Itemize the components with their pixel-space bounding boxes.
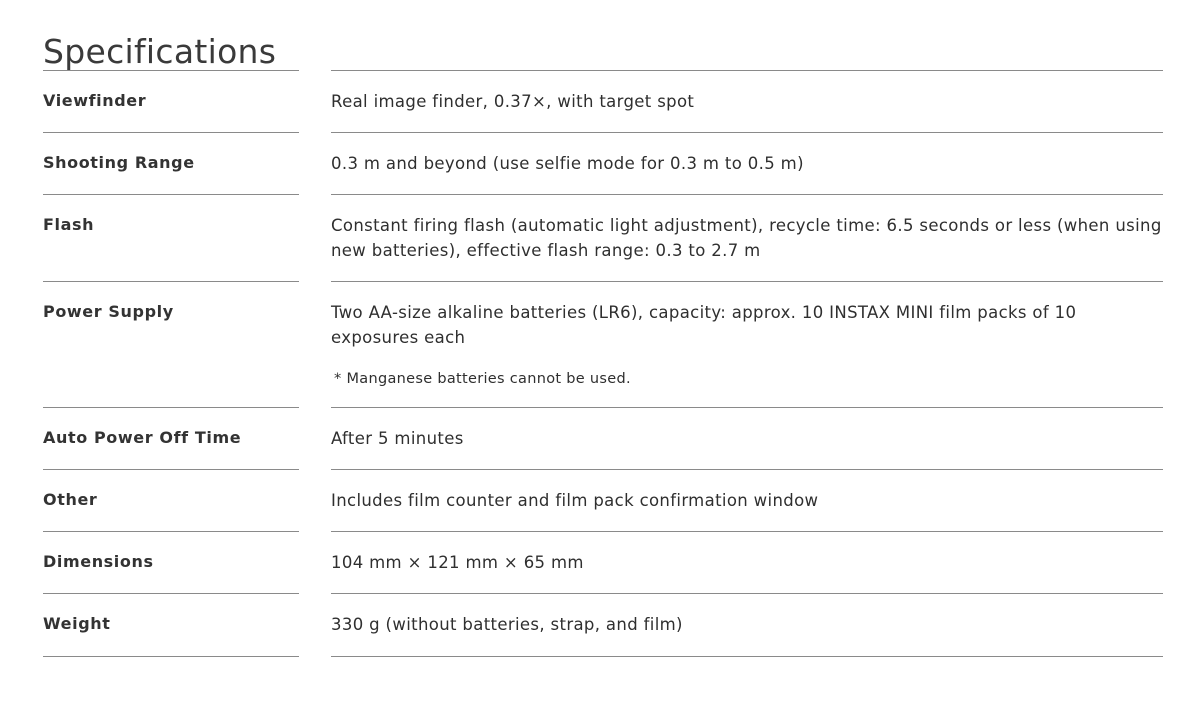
spec-value xyxy=(331,70,1163,132)
spec-row-viewfinder xyxy=(43,70,1163,132)
spec-value xyxy=(331,132,1163,194)
spec-label: Power Supply xyxy=(43,281,299,407)
spec-value-text: 104 mm × 121 mm × 65 mm xyxy=(331,553,584,572)
spec-value-text: Constant firing flash (automatic light adjustment), recycle time: 6.5 seconds or less (when using new batteries), effective flash range: 0.3 to 2.7 m xyxy=(331,216,1162,260)
spec-value-text: Real image finder, 0.37×, with target spot xyxy=(331,92,695,111)
spec-value xyxy=(331,593,1163,657)
spec-label: Weight xyxy=(43,593,299,657)
spec-row-other xyxy=(43,469,1163,531)
spec-row-shooting-range xyxy=(43,132,1163,194)
spec-label: Other xyxy=(43,469,299,531)
spec-value-text: After 5 minutes xyxy=(331,429,464,448)
spec-row-dimensions xyxy=(43,531,1163,593)
spec-row-flash xyxy=(43,194,1163,281)
spec-label: Shooting Range xyxy=(43,132,299,194)
spec-value-text: Includes film counter and film pack confirmation window xyxy=(331,491,819,510)
spec-note: * Manganese batteries cannot be used. xyxy=(334,371,631,387)
spec-value xyxy=(331,407,1163,469)
page-title: Specifications xyxy=(43,32,277,71)
spec-label: Dimensions xyxy=(43,531,299,593)
spec-value-text: 330 g (without batteries, strap, and film) xyxy=(331,615,683,634)
spec-value xyxy=(331,531,1163,593)
specifications-section xyxy=(43,0,1163,657)
spec-value-text: 0.3 m and beyond (use selfie mode for 0.3 m to 0.5 m) xyxy=(331,154,804,173)
spec-label: Flash xyxy=(43,194,299,281)
spec-label: Viewfinder xyxy=(43,70,299,132)
spec-value-text: Two AA-size alkaline batteries (LR6), capacity: approx. 10 INSTAX MINI film packs of 10 exposures each xyxy=(331,303,1077,347)
spec-row-auto-power-off-time xyxy=(43,407,1163,469)
spec-value xyxy=(331,194,1163,281)
spec-table xyxy=(43,70,1163,657)
spec-value xyxy=(331,281,1163,407)
spec-label: Auto Power Off Time xyxy=(43,407,299,469)
spec-value xyxy=(331,469,1163,531)
spec-row-weight xyxy=(43,593,1163,657)
spec-row-power-supply xyxy=(43,281,1163,407)
